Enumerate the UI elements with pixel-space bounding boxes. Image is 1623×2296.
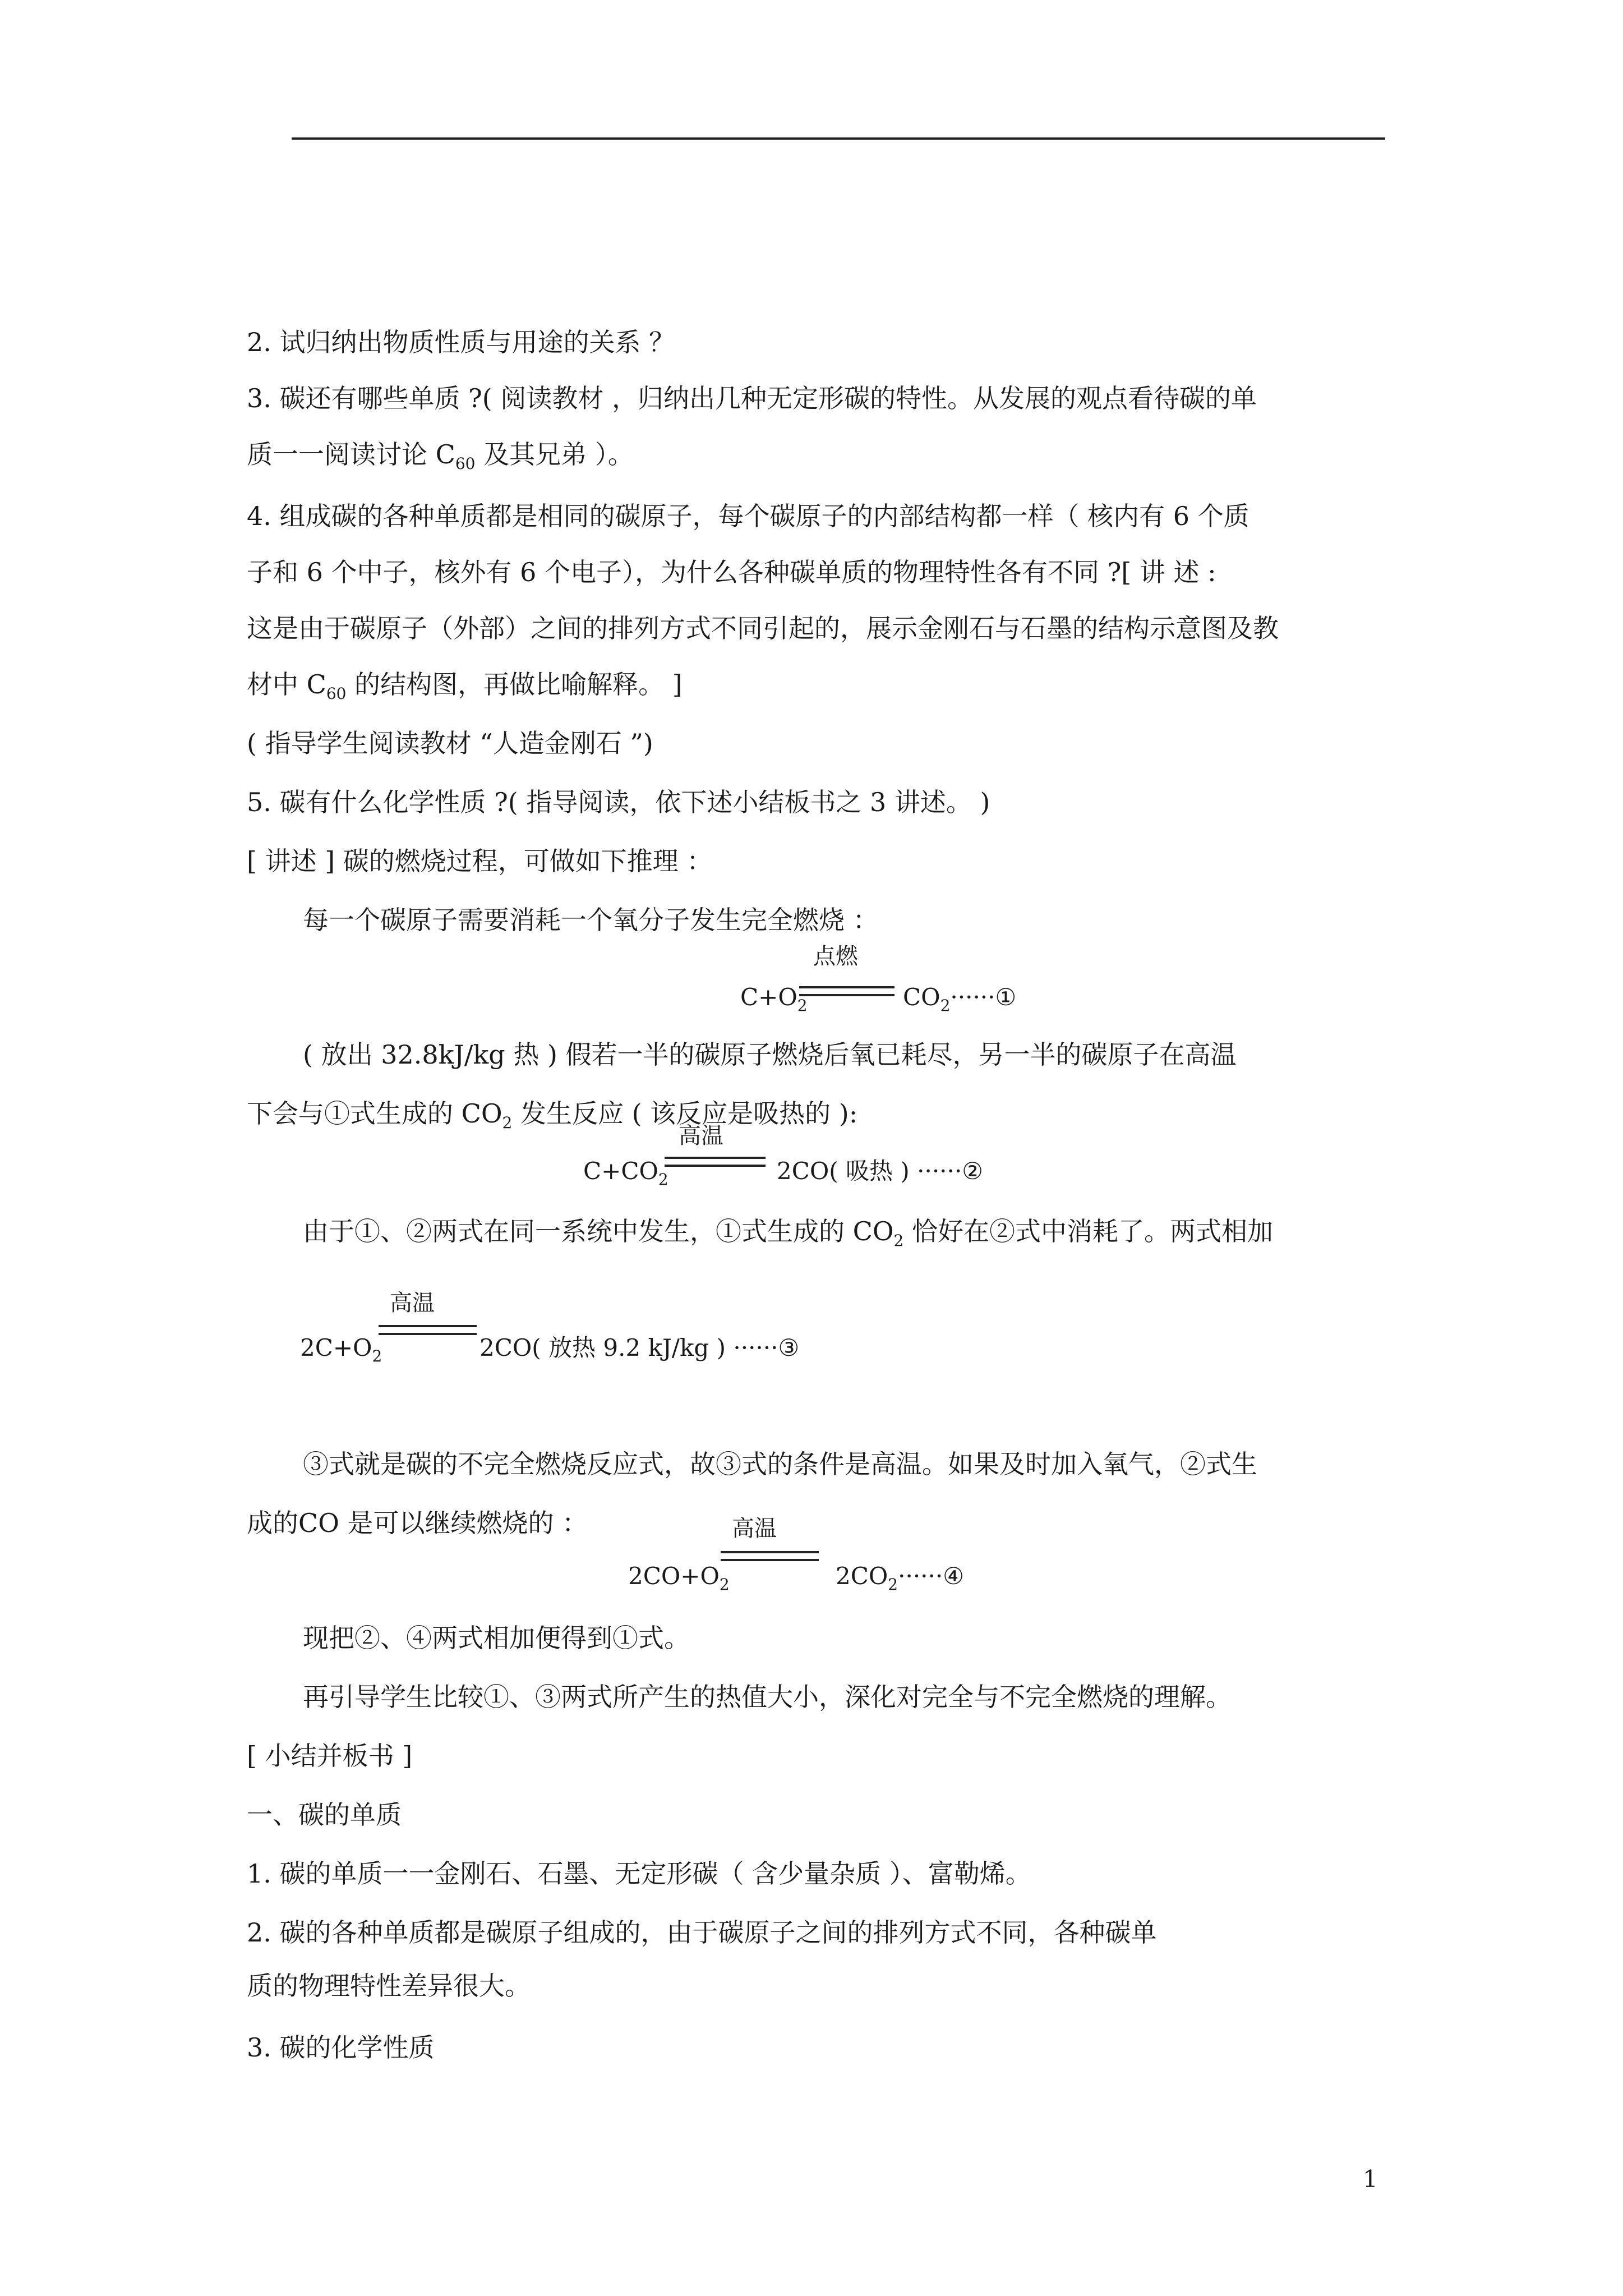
question-4-line-3: 这是由于碳原子（外部）之间的排列方式不同引起的，展示金刚石与石墨的结构示意图及教 (247, 613, 1279, 643)
now-add-text: 现把②、④两式相加便得到①式。 (303, 1623, 690, 1653)
eq3-description-2: 成的CO 是可以继续燃烧的 ： (247, 1508, 588, 1538)
eq4-left: $2CO+O_2$ (628, 1562, 730, 1594)
lecture-heading: [ 讲述 ] 碳的燃烧过程，可做如下推理 ： (247, 846, 713, 876)
eq1-double-bar (799, 986, 895, 996)
eq3-condition: 高温 (390, 1290, 435, 1316)
eq2-right: 2CO( 吸热 ) ······② (777, 1157, 983, 1185)
question-3-line-1: 3. 碳还有哪些单质 ?( 阅读教材 ，归纳出几种无定形碳的特性。从发展的观点看待碳的单 (247, 383, 1257, 413)
question-4-line-2: 子和 6 个中子，核外有 6 个电子），为什么各种碳单质的物理特性各有不同 ?[ 讲 述 : (247, 557, 1216, 587)
each-atom-text: 每一个碳原子需要消耗一个氧分子发生完全燃烧 ： (303, 905, 879, 935)
compare-text: 再引导学生比较①、③两式所产生的热值大小，深化对完全与不完全燃烧的理解。 (303, 1682, 1232, 1712)
eq3-right: 2CO( 放热 9.2 kJ/kg ) ······③ (479, 1334, 800, 1361)
eq3-double-bar (379, 1325, 477, 1335)
summary-item-2-line-1: 2. 碳的各种单质都是碳原子组成的，由于碳原子之间的排列方式不同，各种碳单 (247, 1917, 1157, 1948)
section-1-heading: 一、碳的单质 (247, 1800, 402, 1830)
eq1-left: $C+O_2$ (740, 983, 808, 1015)
question-3-line-2: 质一一阅读讨论 $C_{60}$ 及其兄弟 ）。 (247, 439, 634, 473)
header-rule (292, 137, 1385, 140)
eq1-right: $CO_2\cdot\cdot\cdot\cdot\cdot\cdot ①$ (903, 983, 1017, 1015)
summary-item-1: 1. 碳的单质一一金刚石、石墨、无定形碳（ 含少量杂质 ）、富勒烯。 (247, 1858, 1031, 1889)
reading-guide: ( 指导学生阅读教材 “人造金刚石 ”) (247, 728, 653, 758)
summary-item-2-line-2: 质的物理特性差异很大。 (247, 1971, 531, 2001)
release-line-2: 下会与①式生成的 $CO_2$ 发生反应 ( 该反应是吸热的 ): (247, 1098, 858, 1132)
question-5: 5. 碳有什么化学性质 ?( 指导阅读，依下述小结板书之 3 讲述。 ) (247, 787, 990, 817)
since-text: 由于①、②两式在同一系统中发生，①式生成的 $CO_2$ 恰好在②式中消耗了。两式相加 (303, 1216, 1273, 1250)
eq1-condition: 点燃 (813, 944, 858, 969)
page-number: 1 (1363, 2165, 1378, 2193)
eq2-left: $C+CO_2$ (583, 1157, 668, 1189)
eq4-right: $2CO_2\cdot\cdot\cdot\cdot\cdot\cdot ④$ (836, 1562, 964, 1594)
eq3-left: $2C+O_2$ (300, 1334, 382, 1365)
summary-heading: [ 小结并板书 ] (247, 1741, 413, 1771)
eq2-condition: 高温 (679, 1123, 723, 1149)
eq2-double-bar (665, 1157, 766, 1167)
question-4-line-4: 材中 $C_{60}$ 的结构图，再做比喻解释。 ] (247, 669, 683, 703)
eq4-double-bar (721, 1551, 819, 1561)
release-line-1: ( 放出 32.8kJ/kg 热 ) 假若一半的碳原子燃烧后氧已耗尽，另一半的碳原子在高温 (303, 1039, 1237, 1070)
eq3-description-1: ③式就是碳的不完全燃烧反应式，故③式的条件是高温。如果及时加入氧气，②式生 (303, 1449, 1257, 1479)
eq4-condition: 高温 (732, 1516, 777, 1542)
question-4-line-1: 4. 组成碳的各种单质都是相同的碳原子，每个碳原子的内部结构都一样（ 核内有 6 个质 (247, 501, 1249, 531)
summary-item-3: 3. 碳的化学性质 (247, 2032, 435, 2063)
question-2: 2. 试归纳出物质性质与用途的关系 ？ (247, 327, 675, 357)
